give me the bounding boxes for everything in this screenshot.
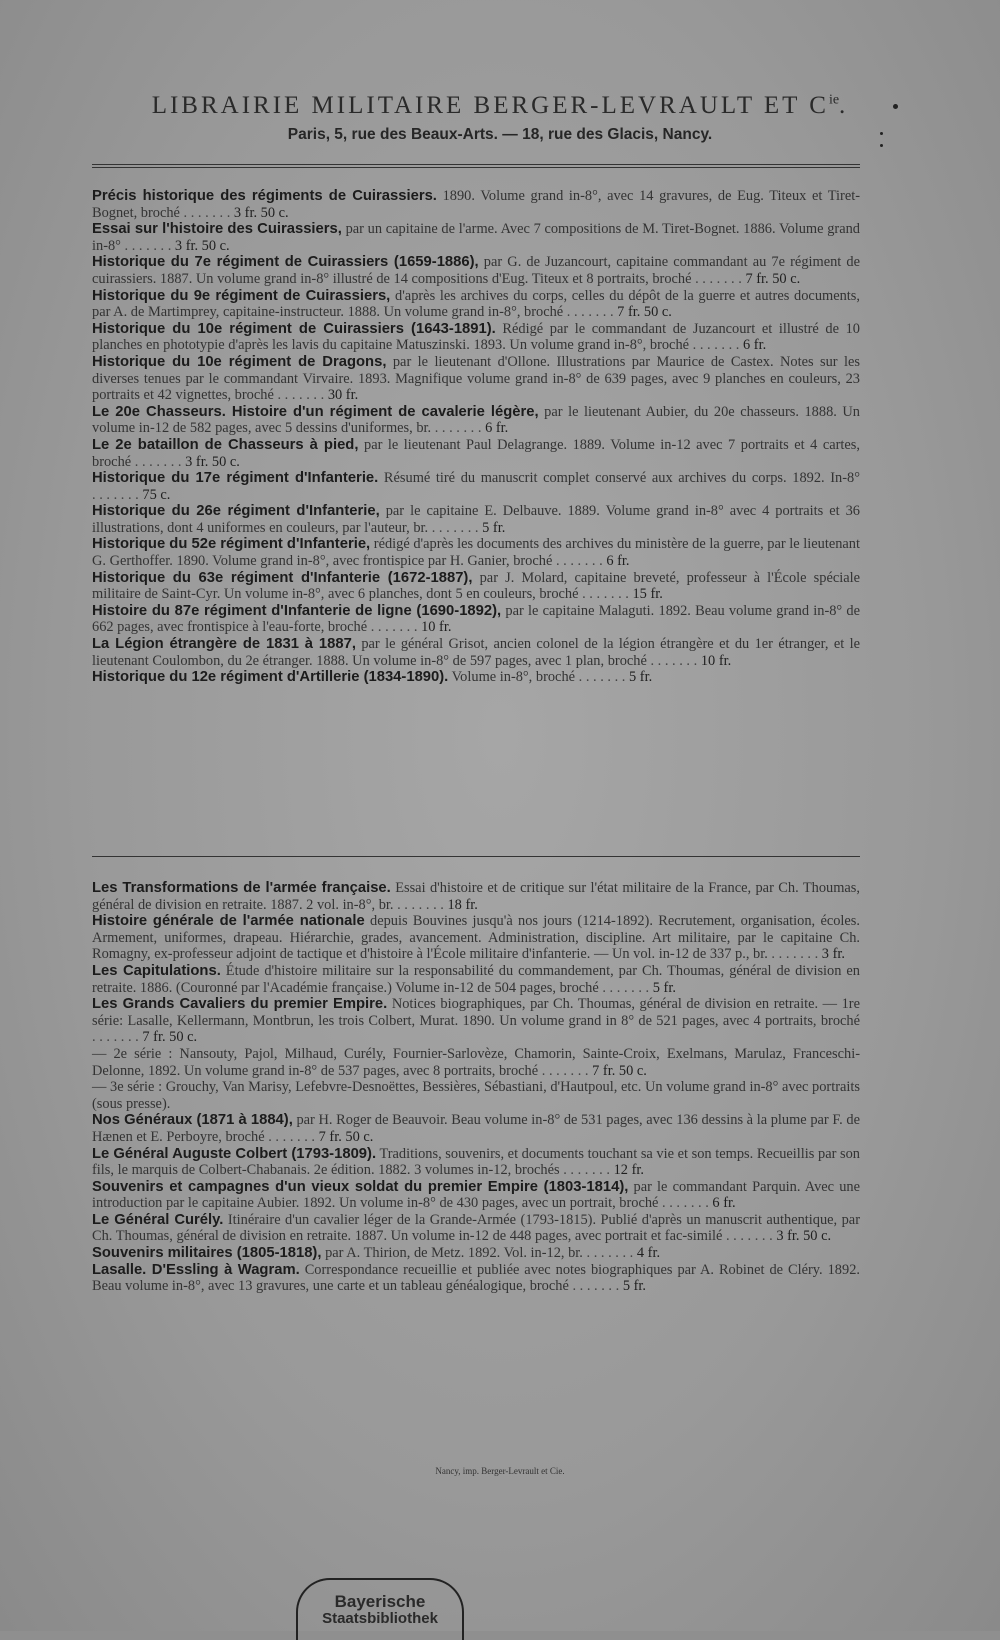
catalog-entry	[92, 437, 860, 470]
entry-title: Historique du 12e régiment d'Artillerie (1834-1890).	[92, 669, 449, 686]
entry-description: — 3e série : Grouchy, Van Marisy, Lefebvre-Desnoëttes, Bessières, Sébastiani, d'Hautpoul, etc. Un volume grand in-8° avec portraits (sous presse).	[92, 1079, 860, 1112]
catalog-entry	[92, 603, 860, 636]
catalog-entry	[92, 503, 860, 536]
entry-price: . . . 3 fr. 50 c.	[121, 238, 230, 254]
entry-description: par le commandant Parquin. Avec une introduction par le capitaine Aubier. 1892. Un volume in-8° de 430 pages, avec un portrait, broché	[92, 1178, 860, 1212]
entry-price: . . . 5 fr.	[569, 1278, 646, 1294]
entry-price: . . . 18 fr.	[394, 897, 478, 913]
entry-title: Souvenirs militaires (1805-1818),	[92, 1245, 322, 1262]
entry-title: Le Général Curély.	[92, 1211, 224, 1228]
catalog-entry	[92, 1245, 860, 1262]
catalog-entry	[92, 1079, 860, 1112]
entry-title: Historique du 17e régiment d'Infanterie.	[92, 470, 379, 487]
entry-title: Les Transformations de l'armée française.	[92, 880, 391, 896]
entry-price: . . . 6 fr.	[658, 1195, 735, 1211]
catalog-entry	[92, 669, 860, 686]
catalog-entry	[92, 880, 860, 913]
entry-description: Étude d'histoire militaire sur la responsabilité du commandement, par Ch. Thoumas, général de division en retraite. 1886. (Couronné par l'Académie française.) Volume in-12 de 504 pages, broché	[92, 962, 861, 996]
entry-price: . . . 3 fr.	[768, 946, 845, 962]
stamp-line2: Staatsbibliothek	[322, 1610, 438, 1627]
catalog-entry	[92, 536, 860, 569]
entry-description: Correspondance recueillie et publiée avec notes biographiques par A. Robinet de Cléry. 1892. Beau volume in-8°, avec 13 gravures, une carte et un tableau généalogique, broché	[92, 1261, 860, 1295]
entry-title: Historique du 7e régiment de Cuirassiers (1659-1886),	[92, 254, 479, 271]
entry-description: par le capitaine E. Delbauve. 1889. Volume grand in-8° avec 4 portraits et 36 illustrations, dont 4 uniformes en couleurs, par l'auteur, br.	[92, 503, 860, 536]
catalog-entry	[92, 1179, 860, 1212]
entry-price: . . . 7 fr. 50 c.	[538, 1063, 647, 1079]
entry-price: . . . 7 fr. 50 c.	[563, 304, 672, 320]
entry-title: Le 2e bataillon de Chasseurs à pied,	[92, 436, 359, 453]
entry-description: par un capitaine de l'arme. Avec 7 compositions de M. Tiret-Bognet. 1886. Volume grand in-8°	[92, 221, 860, 254]
entry-description: par le capitaine Malaguti. 1892. Beau volume grand in-8° de 662 pages, avec frontispice à l'eau-forte, broché	[92, 602, 860, 636]
entry-description: 1890. Volume grand in-8°, avec 14 gravures, de Eug. Titeux et Tiret-Bognet, broché	[92, 188, 860, 221]
catalog-entry	[92, 470, 860, 503]
entry-price: . . . 5 fr.	[575, 669, 652, 685]
entry-description: rédigé d'après les documents des archives du ministère de la guerre, par le lieutenant G. Gerthoffer. 1890. Volume grand in-8°, avec frontispice par H. Ganier, broché	[92, 536, 860, 570]
entry-title: Nos Généraux (1871 à 1884),	[92, 1112, 293, 1129]
entry-price: . . . 10 fr.	[367, 619, 451, 635]
entry-description: Volume in-8°, broché	[451, 669, 576, 686]
entry-price: . . . 4 fr.	[583, 1245, 660, 1261]
catalog-entry	[92, 321, 860, 354]
publisher-address: Paris, 5, rue des Beaux-Arts. — 18, rue des Glacis, Nancy.	[287, 126, 713, 143]
catalog-entry	[92, 188, 860, 221]
entry-title: Lasalle. D'Essling à Wagram.	[92, 1261, 300, 1278]
entry-price: . . . 75 c.	[92, 487, 170, 503]
entry-price: . . . 30 fr.	[274, 387, 358, 403]
catalog-entry	[92, 913, 860, 963]
entry-title: Le Général Auguste Colbert (1793-1809).	[92, 1145, 377, 1162]
catalog-entry	[92, 254, 860, 287]
entry-description: — 2e série : Nansouty, Pajol, Milhaud, Curély, Fournier-Sarlovèze, Chamorin, Sainte-Croix, Exelmans, Marulaz, Franceschi-Delonne, 1892. Un volume grand in-8° de 537 pages, avec 8 portraits, broché	[92, 1045, 860, 1079]
catalog-entry	[92, 1212, 860, 1245]
entry-title: Les Grands Cavaliers du premier Empire.	[92, 996, 388, 1013]
entry-description: par le général Grisot, ancien colonel de la légion étrangère et du 1er étranger, et le lieutenant Coulombon, du 2e étranger. 1888. Un volume in-8° de 597 pages, avec 1 plan, broché	[92, 636, 860, 669]
catalog-entry	[92, 404, 860, 437]
catalog-entry	[92, 1046, 860, 1079]
entry-description: par A. Thirion, de Metz. 1892. Vol. in-12, br.	[325, 1245, 583, 1262]
entry-description: Itinéraire d'un cavalier léger de la Grande-Armée (1793-1815). Publié d'après un manuscrit authentique, par Ch. Thoumas, général de division en retraite. 1887. Un volume in-12 de 448 pages, avec portrait et fac-similé	[92, 1211, 860, 1245]
entry-price: . . . 6 fr.	[689, 337, 766, 353]
catalog-entry	[92, 288, 860, 321]
entry-price: . . . 3 fr. 50 c.	[722, 1228, 831, 1244]
entry-price: . . . 3 fr. 50 c.	[180, 205, 289, 221]
catalog-entry	[92, 963, 860, 996]
entry-title: La Légion étrangère de 1831 à 1887,	[92, 636, 356, 653]
entry-title: Historique du 52e régiment d'Infanterie,	[92, 536, 371, 553]
entry-description: Notices biographiques, par Ch. Thoumas, général de division en retraite. — 1re série: Lasalle, Kellermann, Montbrun, les trois Colbert, Murat. 1890. Un volume grand in 8° de 521 pages, avec 4 portraits, broché	[92, 996, 860, 1029]
entry-title: Histoire du 87e régiment d'Infanterie de ligne (1690-1892),	[92, 602, 502, 619]
entry-title: Historique du 9e régiment de Cuirassiers,	[92, 287, 391, 304]
entry-title: Historique du 10e régiment de Dragons,	[92, 353, 387, 370]
entry-description: Résumé tiré du manuscrit complet conservé aux archives du corps. 1892. In-8°	[383, 470, 860, 487]
entry-description: Rédigé par le commandant de Juzancourt et illustré de 10 planches en phototypie d'après les lavis du capitaine Matuszinski. 1893. Un volume grand in-8°, broché	[92, 320, 860, 354]
entry-description: Traditions, souvenirs, et documents touchant sa vie et son temps. Recueillis par son fils, le marquis de Colbert-Chabanais. 2e édition. 1882. 3 volumes in-12, brochés	[92, 1145, 860, 1179]
publisher-title: LIBRAIRIE MILITAIRE BERGER-LEVRAULT ET $C^{ie}$.	[151, 92, 849, 119]
entry-title: Essai sur l'histoire des Cuirassiers,	[92, 221, 342, 238]
entry-title: Le 20e Chasseurs. Histoire d'un régiment de cavalerie légère,	[92, 403, 539, 420]
ink-speck	[880, 144, 883, 147]
entry-title: Les Capitulations.	[92, 962, 221, 979]
catalog-section-regimental-histories	[92, 188, 860, 686]
entry-title: Précis historique des régiments de Cuirassiers.	[92, 188, 437, 204]
ink-speck	[880, 132, 883, 135]
entry-description: par G. de Juzancourt, capitaine commandant au 7e régiment de cuirassiers. 1887. Un volume grand in-8° illustré de 14 compositions d'Eug. Titeux et 8 portraits, broché	[92, 254, 860, 287]
printer-imprint: Nancy, imp. Berger-Levrault et Cie.	[435, 1466, 565, 1476]
entry-price: . . . 3 fr. 50 c.	[131, 454, 240, 470]
catalog-entry	[92, 1112, 860, 1145]
entry-price: . . . 12 fr.	[560, 1162, 644, 1178]
section-divider	[92, 856, 860, 857]
catalog-entry	[92, 354, 860, 404]
catalog-entry	[92, 570, 860, 603]
entry-title: Souvenirs et campagnes d'un vieux soldat du premier Empire (1803-1814),	[92, 1178, 629, 1195]
entry-title: Historique du 26e régiment d'Infanterie,	[92, 503, 380, 520]
entry-description: depuis Bouvines jusqu'à nos jours (1214-1892). Recrutement, organisation, écoles. Armement, uniformes, drapeau. Hiérarchie, grades, avancement. Administration, discipline. Art militaire, par le capitaine Ch. Romagny, ex-professeur adjoint de tactique et d'histoire à l'École militaire d'infanterie. — Un vol. in-12 de 337 p., br.	[92, 913, 860, 963]
entry-price: . . . 5 fr.	[599, 980, 676, 996]
entry-price: . . . 7 fr. 50 c.	[265, 1129, 374, 1145]
header-rule	[92, 164, 860, 168]
entry-price: . . . 7 fr. 50 c.	[92, 1029, 197, 1045]
entry-price: . . . 10 fr.	[647, 653, 731, 669]
catalog-entry	[92, 636, 860, 669]
catalog-entry	[92, 1262, 860, 1295]
entry-title: Historique du 63e régiment d'Infanterie (1672-1887),	[92, 569, 473, 586]
ink-speck	[893, 104, 898, 109]
catalog-entry	[92, 221, 860, 254]
entry-description: par le lieutenant Paul Delagrange. 1889. Volume in-12 avec 7 portraits et 4 cartes, broché	[92, 436, 861, 470]
catalog-section-general-works	[92, 880, 860, 1295]
entry-description: par le lieutenant d'Ollone. Illustrations par Maurice de Castex. Notes sur les diverses tenues par le commandant Virvaire. 1893. Magnifique volume grand in-8° de 639 pages, avec 9 planches en couleurs, 23 portraits et 42 vignettes, broché	[92, 353, 860, 404]
entry-description: par H. Roger de Beauvoir. Beau volume in-8° de 531 pages, avec 136 dessins à la plume par F. de Hænen et E. Perboyre, broché	[92, 1112, 860, 1145]
catalog-entry	[92, 1146, 860, 1179]
entry-price: . . . 6 fr.	[552, 553, 629, 569]
entry-description: par J. Molard, capitaine breveté, professeur à l'École spéciale militaire de Saint-Cyr. Un volume in-8°, avec 6 planches, dont 5 en couleurs, broché	[92, 569, 860, 603]
stamp-line1: Bayerische	[334, 1592, 426, 1611]
entry-price: . . . 15 fr.	[579, 586, 663, 602]
entry-title: Historique du 10e régiment de Cuirassiers (1643-1891).	[92, 320, 496, 337]
catalog-entry	[92, 996, 860, 1046]
entry-price: . . . 7 fr. 50 c.	[691, 271, 800, 287]
entry-title: Histoire générale de l'armée nationale	[92, 913, 365, 930]
entry-description: d'après les archives du corps, celles du dépôt de la guerre et autres documents, par A. de Martimprey, capitaine-instructeur. 1888. Un volume grand in-8°, broché	[92, 287, 860, 321]
entry-price: . . . 6 fr.	[431, 420, 508, 436]
entry-description: Essai d'histoire et de critique sur l'état militaire de la France, par Ch. Thoumas, général de division en retraite. 1887. 2 vol. in-8°, br.	[92, 880, 860, 913]
entry-description: par le lieutenant Aubier, du 20e chasseurs. 1888. Un volume in-12 de 582 pages, avec 5 dessins d'uniformes, br.	[92, 403, 860, 437]
entry-price: . . . 5 fr.	[428, 520, 505, 536]
